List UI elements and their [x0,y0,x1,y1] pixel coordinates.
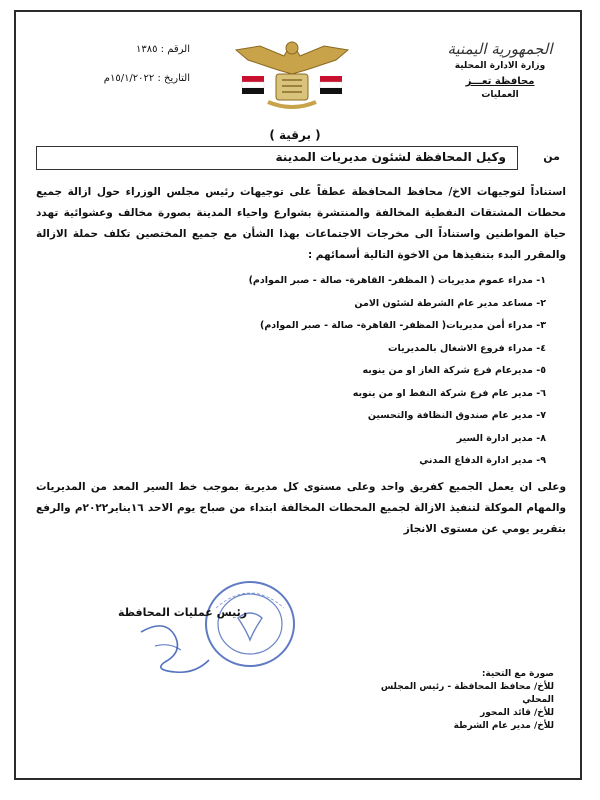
letterhead-right [430,40,570,100]
list-item: ٥- مديرعام فرع شركة الغاز او من ينوبه [362,365,546,376]
letterhead-left [70,44,190,102]
list-item: ٧- مدير عام صندوق النظافة والتحسين [367,410,546,421]
copy-line: للأخ/ محافظ المحافظة - رئيس المجلس المحلي [380,682,554,705]
letter-body [36,182,566,582]
list-item: ٢- مساعد مدير عام الشرطة لشئون الامن [354,297,546,309]
document-type: ( برقية ) [269,128,321,142]
governorate-name: محافظة تعـــز [465,76,535,87]
copy-line: للأخ/ قائد المحور [480,708,554,718]
list-item: ٨- مدير ادارة السير [456,432,546,444]
ministry-name: وزارة الادارة المحلية [454,61,546,71]
list-item: ٦- مدير عام فرع شركة النفط او من ينوبه [352,387,546,399]
state-name: الجمهورية اليمنية [447,40,553,58]
eagle-emblem-icon [232,36,352,114]
copies-block [368,668,554,733]
intro-paragraph: استناداً لتوجيهات الاخ/ محافظ المحافظة عطفاً على توجيهات رئيس مجلس الوزراء حول ازالة جميع محطات المشتقات النفطية المخالفة والمنتشرة بشوارع واحياء المدينة بصورة مخالف وعشوائية تهدد حياة المواطنين واستناداً الى مخرجات الاجتماعات بهذا الشأن مع جميع المختصين تكلف حملة الازالة والمقرر البدء بتنفيذها من الاخوة التالية أسمائهم : [36,186,566,261]
signer-title: رئيس عمليات المحافظة [118,606,248,619]
recipient-row [36,146,564,172]
list-item: ٩- مدير ادارة الدفاع المدني [419,455,546,466]
assignee-list [36,270,566,473]
reference-row [70,44,190,55]
official-stamp-icon [202,578,298,670]
date-value: ١٥/١/٢٠٢٢م [103,73,155,84]
reference-number: ١٣٨٥ [136,44,158,55]
signature-icon [135,612,215,682]
recipient-label: من [543,150,560,163]
department-name: العمليات [481,90,519,100]
date-label: التاريخ : [157,73,190,84]
copy-line: للأخ/ مدير عام الشرطة [453,721,554,731]
closing-paragraph: وعلى ان يعمل الجميع كفريق واحد وعلى مستوى كل مديرية بموجب خط السير المعد من المديريات والمهام الموكلة لتنفيذ الازالة لجميع المحطات المخالفة ابتداء من صباح يوم الاحد ١٦يناير٢٠٢٢م والرفع بتقرير يومي عن مستوى الانجاز [36,480,567,535]
recipient-text: وكيل المحافظة لشئون مديريات المدينة [275,150,506,164]
list-item: ٣- مدراء أمن مديريات( المظفر- القاهرة- صالة - صبر الموادم) [259,320,546,331]
date-row [70,73,190,84]
reference-label: الرقم : [160,44,190,55]
copies-heading: صورة مع التحية: [481,669,554,679]
list-item: ٤- مدراء فروع الاشغال بالمديريات [387,342,546,354]
list-item: ١- مدراء عموم مديريات ( المظفر- القاهرة- صالة - صبر الموادم) [248,275,546,286]
